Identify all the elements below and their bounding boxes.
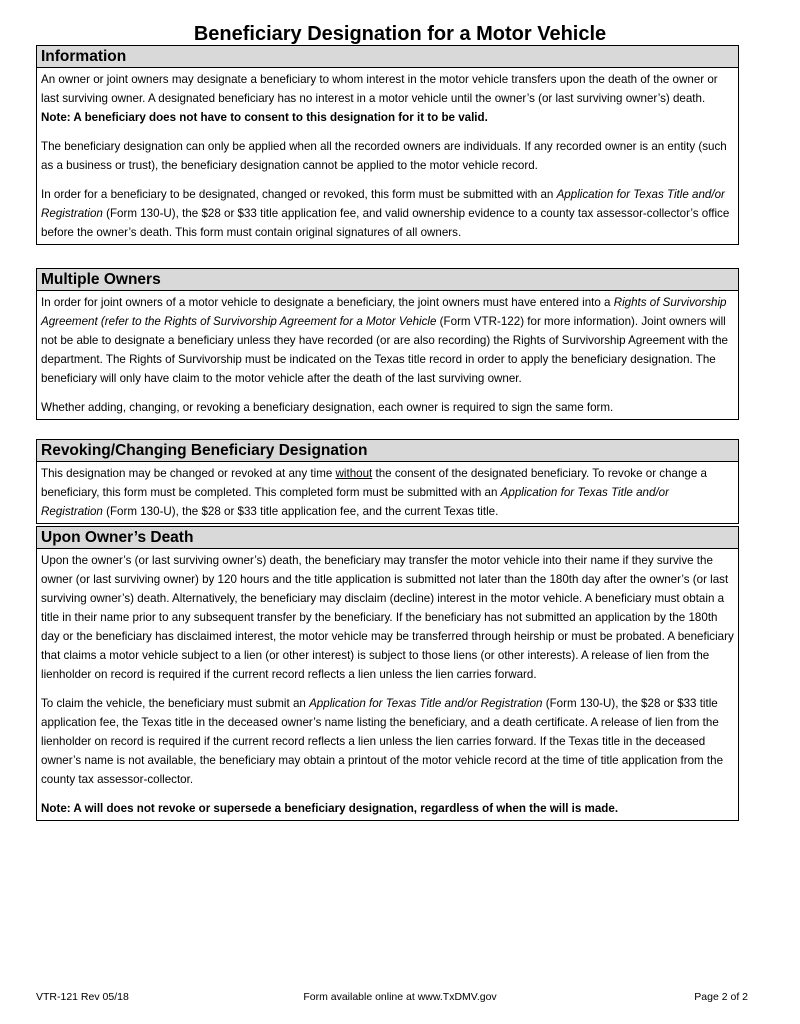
information-body <box>37 68 738 244</box>
information-consent-note: Note: A beneficiary does not have to consent to this designation for it to be valid. <box>41 111 488 124</box>
information-paragraph-3 <box>41 185 734 242</box>
multiple-owners-paragraph-1 <box>41 293 734 388</box>
multiple-owners-paragraph-2: Whether adding, changing, or revoking a beneficiary designation, each owner is required to sign the same form. <box>41 401 614 414</box>
revoking-application-form-reference: Application for Texas Title and/or Registration <box>41 486 669 518</box>
revoking-body <box>37 462 738 523</box>
revoking-heading: Revoking/Changing Beneficiary Designation <box>37 440 738 462</box>
information-p1-text: An owner or joint owners may designate a beneficiary to whom interest in the motor vehicle transfers upon the death of the owner or last surviving owner. A designated beneficiary has no interest in a motor vehicle until the owner’s (or last surviving owner’s) death. <box>41 73 718 105</box>
multiple-owners-p1-text-b: (Form VTR-122) for more information). Joint owners will not be able to designate a beneficiary unless they have recorded (or are also recording) the Rights of Survivorship Agreement with the department. The Rights of Survivorship must be indicated on the Texas title record in order to apply the beneficiary designation. The beneficiary will only have claim to the motor vehicle after the death of the last surviving owner. <box>41 315 728 385</box>
owners-death-section <box>36 526 739 821</box>
information-p3-text-a: In order for a beneficiary to be designated, changed or revoked, this form must be submitted with an <box>41 188 557 201</box>
information-paragraph-1 <box>41 70 734 127</box>
revoking-paragraph-1 <box>41 464 734 521</box>
multiple-owners-heading: Multiple Owners <box>37 269 738 291</box>
footer-form-id: VTR-121 Rev 05/18 <box>36 991 129 1003</box>
information-p3-text-b: (Form 130-U), the $28 or $33 title application fee, and valid ownership evidence to a county tax assessor-collector’s office before the owner’s death. This form must contain original signatures of all owners. <box>41 207 730 239</box>
footer-availability: Form available online at www.TxDMV.gov <box>303 991 497 1003</box>
owners-death-p2-text-a: To claim the vehicle, the beneficiary must submit an <box>41 697 310 710</box>
owners-death-paragraph-2 <box>41 694 734 789</box>
multiple-owners-section <box>36 268 739 420</box>
will-note: Note: A will does not revoke or supersede a beneficiary designation, regardless of when the will is made. <box>41 802 619 815</box>
revoking-section <box>36 439 739 524</box>
owners-death-p2-text-b: (Form 130-U), the $28 or $33 title application fee, the Texas title in the deceased owner’s name listing the beneficiary, and a death certificate. A release of lien from the lienholder on record is required if the current record reflects a lien unless the lien carries forward. If the Texas title in the deceased owner’s name is not available, the beneficiary may obtain a printout of the motor vehicle record at the time of title application from the county tax assessor-collector. <box>41 697 724 786</box>
owners-death-body <box>37 549 738 820</box>
owners-death-paragraph-1: Upon the owner’s (or last surviving owner’s) death, the beneficiary may transfer the motor vehicle into their name if they survive the owner (or last surviving owner) by 120 hours and the title application is submitted not later than the 180th day after the owner’s (or last surviving owner’s) death. Alternatively, the beneficiary may disclaim (decline) interest in the motor vehicle. A beneficiary must obtain a title in their name prior to any subsequent transfer by the beneficiary. If the beneficiary has not submitted an application by the 180th day or the beneficiary has disclaimed interest, the motor vehicle may be transferred through heirship or must be probated. A beneficiary that claims a motor vehicle subject to a lien (or other interest) is subject to those liens (or other interests). A release of lien from the lienholder on record is required if the current record reflects a lien unless the lien carries forward. <box>41 554 734 681</box>
multiple-owners-p1-text-a: In order for joint owners of a motor vehicle to designate a beneficiary, the joint owners must have entered into a <box>41 296 614 309</box>
owners-death-heading: Upon Owner’s Death <box>37 527 738 549</box>
claim-application-form-reference: Application for Texas Title and/or Registration <box>309 697 543 710</box>
document-title: Beneficiary Designation for a Motor Vehicle <box>193 23 607 45</box>
application-form-reference: Application for Texas Title and/or Registration <box>41 188 725 220</box>
information-section <box>36 45 739 245</box>
revoking-p1-text-c: (Form 130-U), the $28 or $33 title application fee, and the current Texas title. <box>102 505 499 518</box>
revoking-p1-text-b: the consent of the designated beneficiary. To revoke or change a beneficiary, this form must be completed. This completed form must be submitted with an <box>41 467 707 499</box>
without-emphasis: without <box>335 467 373 480</box>
revoking-p1-text-a: This designation may be changed or revoked at any time <box>41 467 336 480</box>
information-heading: Information <box>37 46 738 68</box>
survivorship-agreement-reference: Rights of Survivorship Agreement (refer to the Rights of Survivorship Agreement for a Motor Vehicle <box>41 296 727 328</box>
multiple-owners-body <box>37 291 738 419</box>
information-paragraph-2: The beneficiary designation can only be applied when all the recorded owners are individuals. If any recorded owner is an entity (such as a business or trust), the beneficiary designation cannot be applied to the motor vehicle record. <box>41 140 727 172</box>
footer-page-number: Page 2 of 2 <box>694 991 748 1003</box>
